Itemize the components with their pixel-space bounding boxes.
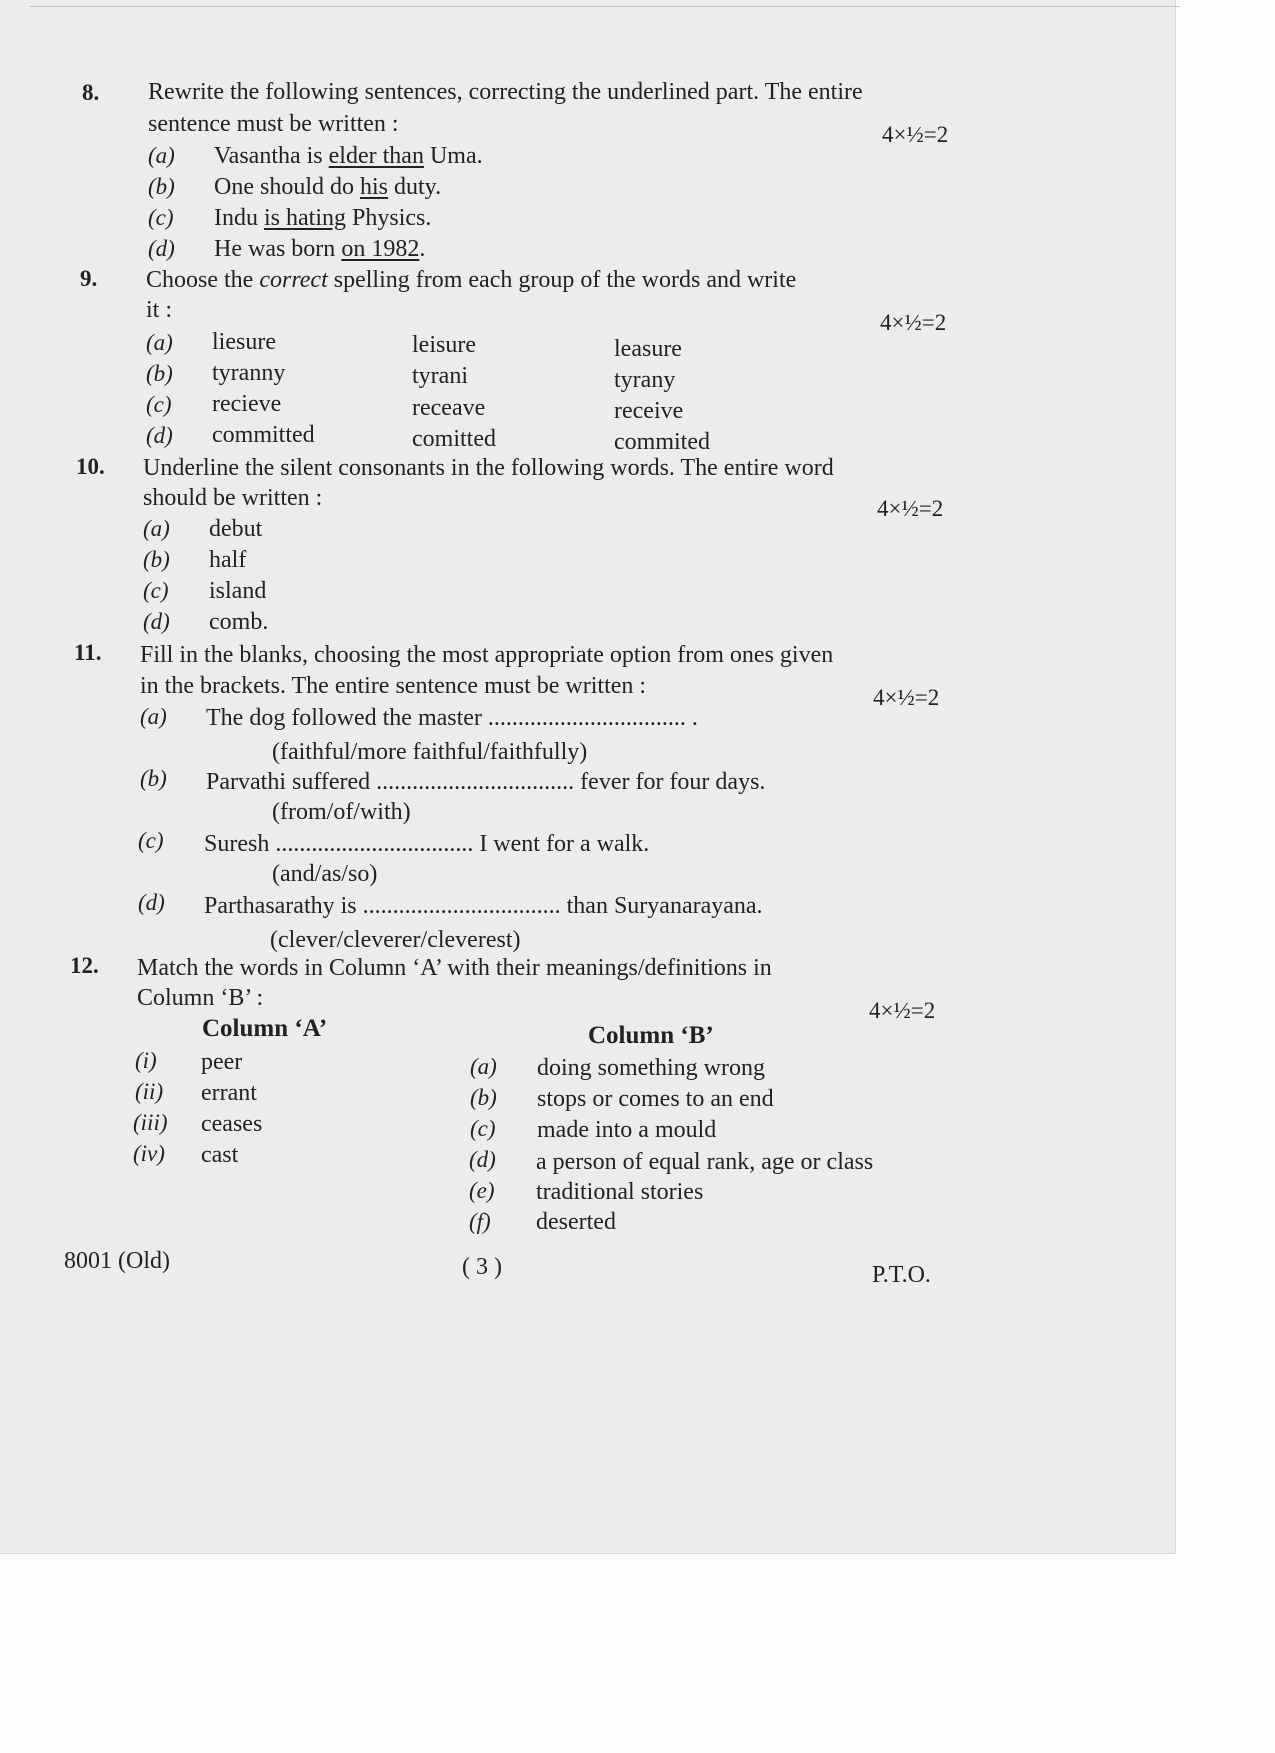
q9-row-b-label: (b) [146,361,173,386]
q9-row-c-word1: recieve [212,391,282,417]
column-b-item-d: a person of equal rank, age or class [536,1149,874,1175]
q10-item-a: debut [209,516,263,542]
q8-item-c-label: (c) [148,205,174,230]
question-9-marks: 4×½=2 [880,310,947,335]
q9-row-a-label: (a) [146,330,173,355]
q11-item-d-sentence: Parthasarathy is ................................. than Suryanarayana. [204,893,763,919]
page-number: ( 3 ) [462,1254,502,1280]
q11-item-b-options: (from/of/with) [272,799,411,825]
column-b-item-d-label: (d) [469,1147,496,1172]
question-9-line1: Choose the correct spelling from each group of the words and write [146,267,797,293]
column-b-item-e-label: (e) [469,1178,495,1203]
q9-row-d-label: (d) [146,423,173,448]
q9-row-b-word3: tyrany [614,367,676,393]
q8-item-d-label: (d) [148,236,175,261]
q10-item-b-label: (b) [143,547,170,572]
q8-item-a: Vasantha is elder than Uma. [214,143,483,169]
column-a-heading: Column ‘A’ [202,1015,328,1042]
column-a-item-3: ceases [201,1111,263,1137]
q11-item-d-options: (clever/cleverer/cleverest) [270,927,521,953]
column-a-item-3-label: (iii) [133,1110,168,1135]
q9-row-a-word2: leisure [412,332,476,358]
column-b-item-b: stops or comes to an end [537,1086,774,1112]
column-b-item-f: deserted [536,1209,616,1235]
question-12-number: 12. [70,953,99,978]
question-11-line2: in the brackets. The entire sentence must be written : [140,673,647,699]
q9-row-a-word3: leasure [614,336,682,362]
question-10-line2: should be written : [143,485,323,511]
q9-row-d-word1: committed [212,422,315,448]
column-b-item-c: made into a mould [537,1117,717,1143]
column-a-item-4-label: (iv) [133,1141,165,1166]
q10-item-c: island [209,578,267,604]
q10-item-b: half [209,547,247,573]
q9-row-d-word2: comitted [412,426,496,452]
q8-item-c: Indu is hating Physics. [214,205,432,231]
q9-row-c-word2: receave [412,395,486,421]
q8-item-a-label: (a) [148,143,175,168]
column-a-item-4: cast [201,1142,239,1168]
question-8-marks: 4×½=2 [882,122,949,147]
q11-item-d-label: (d) [138,890,165,915]
column-b-item-e: traditional stories [536,1179,704,1205]
column-b-item-b-label: (b) [470,1085,497,1110]
column-b-item-f-label: (f) [469,1209,491,1234]
q11-item-a-sentence: The dog followed the master ................................. . [206,705,698,731]
column-b-heading: Column ‘B’ [588,1022,714,1049]
question-11-line1: Fill in the blanks, choosing the most appropriate option from ones given [140,642,834,668]
q9-row-c-label: (c) [146,392,172,417]
column-b-item-a-label: (a) [470,1054,497,1079]
question-10-line1: Underline the silent consonants in the following words. The entire word [143,455,834,481]
q9-row-c-word3: receive [614,398,684,424]
question-10-number: 10. [76,454,105,479]
question-12-line1: Match the words in Column ‘A’ with their meanings/definitions in [137,955,772,981]
column-a-item-1: peer [201,1049,243,1075]
q11-item-b-sentence: Parvathi suffered ................................. fever for four days. [206,769,766,795]
question-11-number: 11. [74,640,102,665]
column-a-item-2-label: (ii) [135,1079,164,1104]
column-a-item-2: errant [201,1080,257,1106]
please-turn-over: P.T.O. [872,1262,931,1288]
q10-item-a-label: (a) [143,516,170,541]
q11-item-c-label: (c) [138,828,164,853]
question-8-line1: Rewrite the following sentences, correcting the underlined part. The entire [148,79,863,105]
q11-item-c-options: (and/as/so) [272,861,378,887]
q10-item-d-label: (d) [143,609,170,634]
question-8-line2: sentence must be written : [148,111,399,137]
question-8-number: 8. [82,80,100,105]
q10-item-c-label: (c) [143,578,169,603]
q9-row-d-word3: commited [614,429,710,455]
q10-item-d: comb. [209,609,269,635]
q8-item-b-label: (b) [148,174,175,199]
question-9-number: 9. [80,266,98,291]
question-9-line2: it : [146,297,173,323]
column-a-item-1-label: (i) [135,1048,157,1073]
q11-item-a-options: (faithful/more faithful/faithfully) [272,739,588,765]
question-12-line2: Column ‘B’ : [137,985,264,1011]
question-12-marks: 4×½=2 [869,998,936,1023]
q11-item-c-sentence: Suresh ................................. I went for a walk. [204,831,650,857]
paper-code: 8001 (Old) [64,1248,170,1274]
q8-item-d: He was born on 1982. [214,236,426,262]
q8-item-b: One should do his duty. [214,174,442,200]
question-10-marks: 4×½=2 [877,496,944,521]
column-b-item-a: doing something wrong [537,1055,765,1081]
q9-row-b-word2: tyrani [412,363,468,389]
top-edge-line [30,6,1180,7]
q11-item-a-label: (a) [140,704,167,729]
q9-row-a-word1: liesure [212,329,276,355]
column-b-item-c-label: (c) [470,1116,496,1141]
q11-item-b-label: (b) [140,766,167,791]
question-11-marks: 4×½=2 [873,685,940,710]
q9-row-b-word1: tyranny [212,360,286,386]
